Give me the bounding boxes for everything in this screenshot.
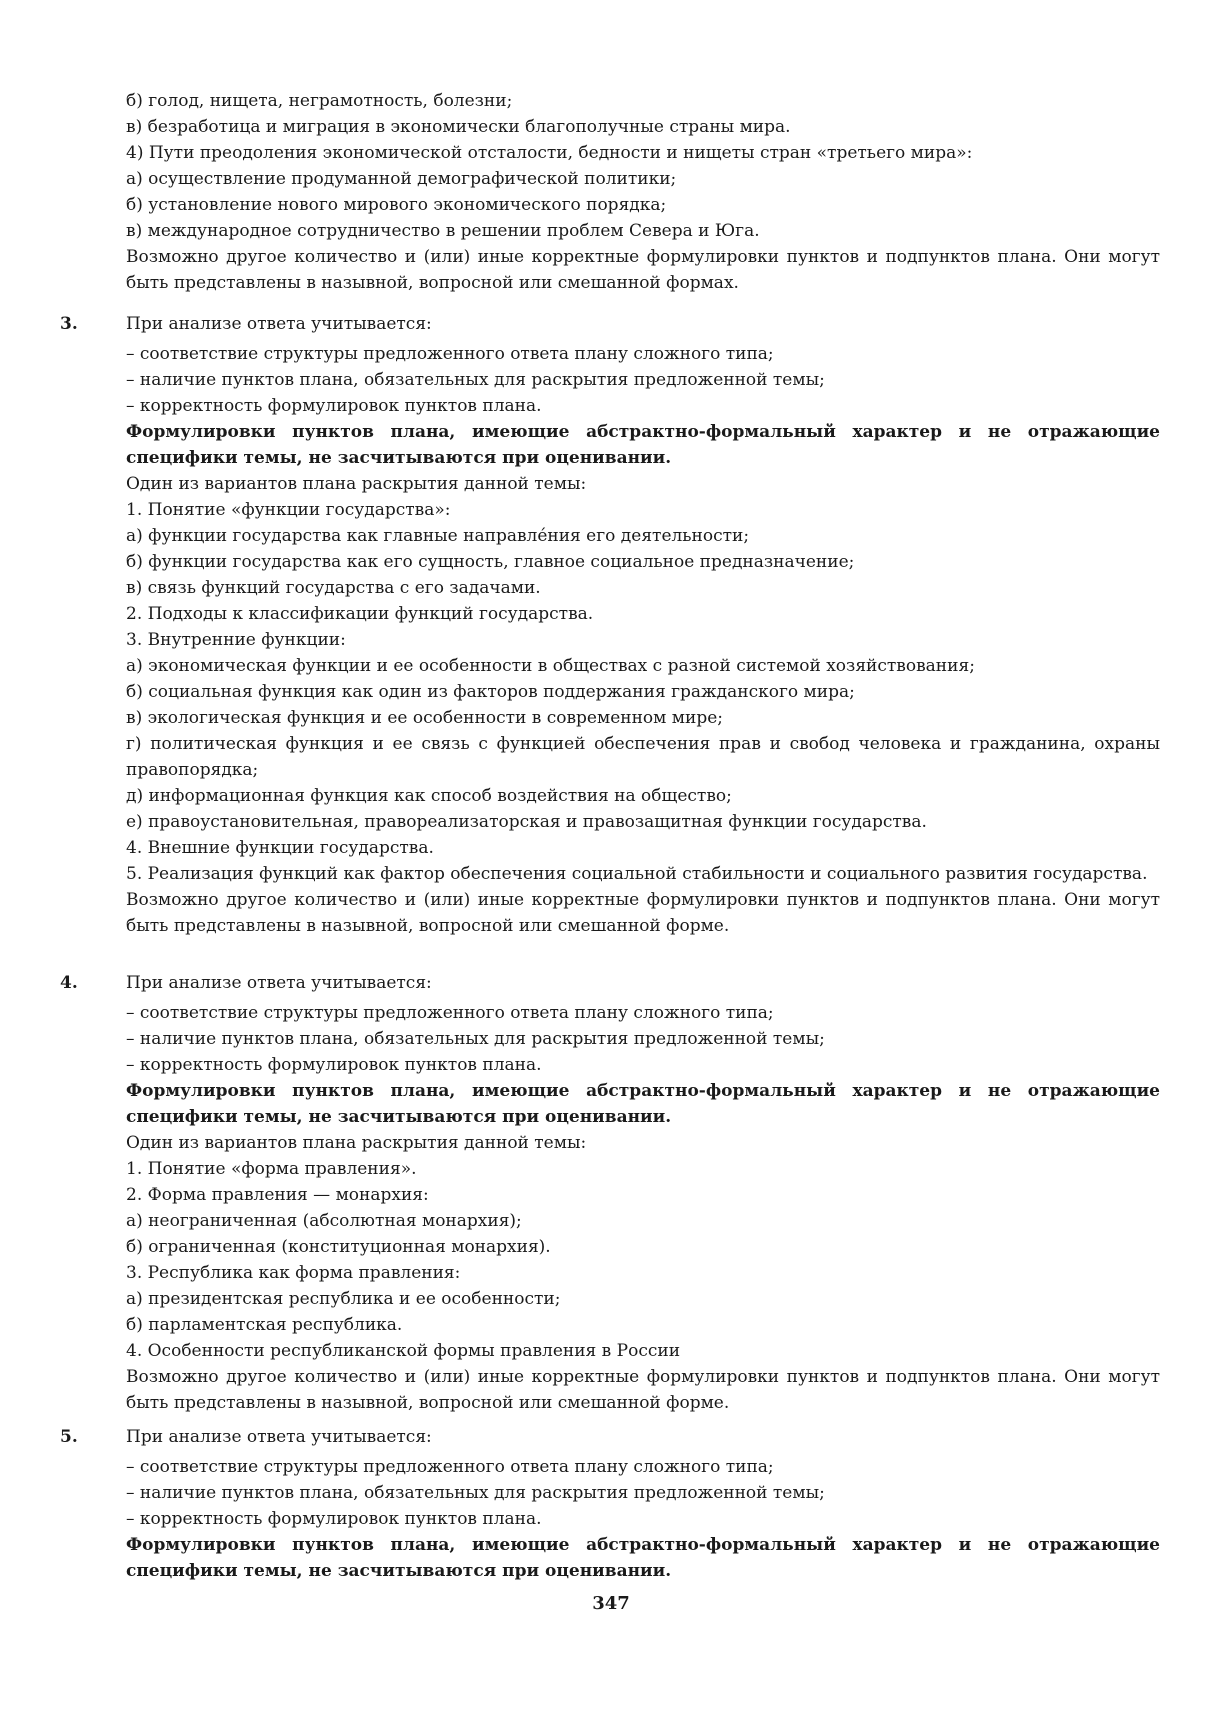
plan-item: 1. Понятие «форма правления». [126,1159,417,1179]
answer-section-5 [60,1424,1160,1584]
plan-item: г) политическая функция и ее связь с функцией обеспечения прав и свобод человека и гражданина, охраны правопорядка; [126,734,1160,780]
plan-item: а) президентская республика и ее особенности; [126,1289,561,1309]
section-intro: При анализе ответа учитывается: [126,314,432,334]
text-line: а) осуществление продуманной демографической политики; [126,169,677,189]
criterion-item: – корректность формулировок пунктов плана. [126,1055,542,1075]
answer-section-4 [60,970,1160,1416]
section-intro: При анализе ответа учитывается: [126,973,432,993]
text-line: б) установление нового мирового экономического порядка; [126,195,667,215]
plan-item: е) правоустановительная, правореализаторская и правозащитная функции государства. [126,812,927,832]
plan-item: 4. Внешние функции государства. [126,838,434,858]
plan-item: б) парламентская республика. [126,1315,403,1335]
bold-note: Формулировки пунктов плана, имеющие абстрактно-формальный характер и не отражающие специфики темы, не засчитываются при оценивании. [126,1535,1160,1581]
plan-item: 1. Понятие «функции государства»: [126,500,451,520]
plan-item: б) ограниченная (конституционная монархия). [126,1237,551,1257]
criterion-item: – наличие пунктов плана, обязательных для раскрытия предложенной темы; [126,1483,825,1503]
plan-item: 3. Внутренние функции: [126,630,346,650]
plan-intro: Один из вариантов плана раскрытия данной темы: [126,1133,587,1153]
plan-item: б) функции государства как его сущность, главное социальное предназначение; [126,552,855,572]
page-number: 347 [592,1593,630,1614]
criterion-item: – корректность формулировок пунктов плана. [126,1509,542,1529]
text-line: в) безработица и миграция в экономически благополучные страны мира. [126,117,791,137]
plan-item: д) информационная функция как способ воздействия на общество; [126,786,732,806]
criterion-item: – наличие пунктов плана, обязательных для раскрытия предложенной темы; [126,370,825,390]
answer-section-3 [60,311,1160,939]
criterion-item: – корректность формулировок пунктов плана. [126,396,542,416]
plan-item: 2. Подходы к классификации функций государства. [126,604,594,624]
plan-item: а) экономическая функции и ее особенности в обществах с разной системой хозяйствования; [126,656,975,676]
plan-item: в) связь функций государства с его задачами. [126,578,541,598]
plan-item: 5. Реализация функций как фактор обеспечения социальной стабильности и социального развития государства. [126,864,1148,884]
criterion-item: – соответствие структуры предложенного ответа плану сложного типа; [126,344,774,364]
previous-answer-continuation [126,88,1160,296]
plan-item: б) социальная функция как один из факторов поддержания гражданского мира; [126,682,855,702]
section-number: 3. [60,314,78,334]
plan-item: 3. Республика как форма правления: [126,1263,461,1283]
plan-item: 2. Форма правления — монархия: [126,1185,429,1205]
section-number: 4. [60,973,78,993]
plan-item: в) экологическая функция и ее особенности в современном мире; [126,708,724,728]
criterion-item: – соответствие структуры предложенного ответа плану сложного типа; [126,1003,774,1023]
text-line: 4) Пути преодоления экономической отсталости, бедности и нищеты стран «третьего мира»: [126,143,973,163]
bold-note: Формулировки пунктов плана, имеющие абстрактно-формальный характер и не отражающие специфики темы, не засчитываются при оценивании. [126,422,1160,468]
plan-item: 4. Особенности республиканской формы правления в России [126,1341,681,1361]
section-intro: При анализе ответа учитывается: [126,1427,432,1447]
criterion-item: – соответствие структуры предложенного ответа плану сложного типа; [126,1457,774,1477]
section-number: 5. [60,1427,78,1447]
criterion-item: – наличие пунктов плана, обязательных для раскрытия предложенной темы; [126,1029,825,1049]
text-line: б) голод, нищета, неграмотность, болезни; [126,91,513,111]
plan-item: а) функции государства как главные направле́ния его деятельности; [126,526,750,546]
bold-note: Формулировки пунктов плана, имеющие абстрактно-формальный характер и не отражающие специфики темы, не засчитываются при оценивании. [126,1081,1160,1127]
closing-note: Возможно другое количество и (или) иные корректные формулировки пунктов и подпунктов плана. Они могут быть представлены в назывной, вопросной или смешанной форме. [126,890,1160,936]
plan-item: а) неограниченная (абсолютная монархия); [126,1211,522,1231]
text-line: в) международное сотрудничество в решении проблем Севера и Юга. [126,221,760,241]
closing-note: Возможно другое количество и (или) иные корректные формулировки пунктов и подпунктов плана. Они могут быть представлены в назывной, вопросной или смешанной формах. [126,247,1160,293]
closing-note: Возможно другое количество и (или) иные корректные формулировки пунктов и подпунктов плана. Они могут быть представлены в назывной, вопросной или смешанной форме. [126,1367,1160,1413]
plan-intro: Один из вариантов плана раскрытия данной темы: [126,474,587,494]
